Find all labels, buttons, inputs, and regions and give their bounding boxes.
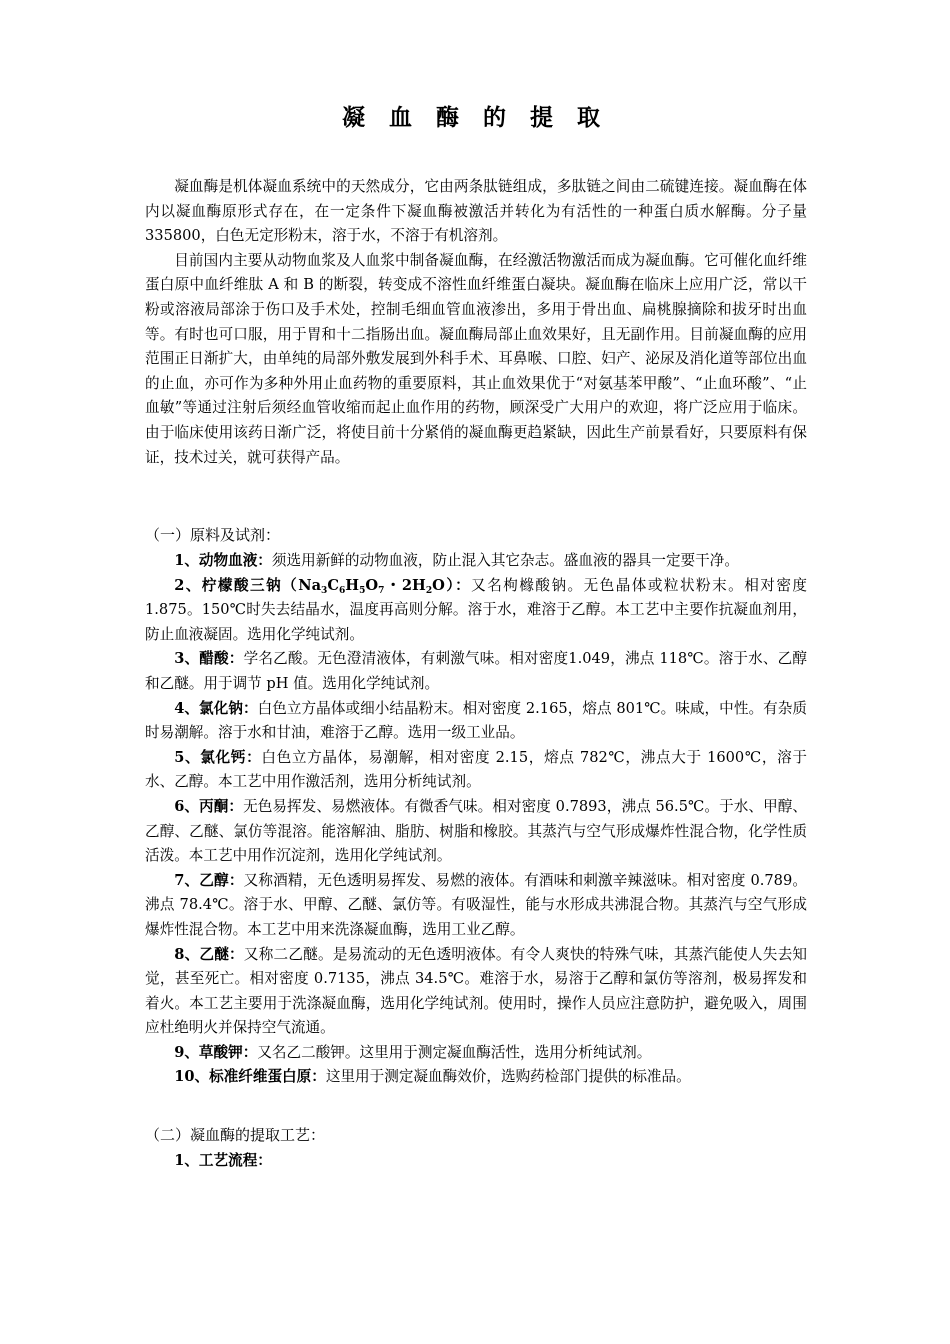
item-text: 白色立方晶体或细小结晶粉末。相对密度 2.165，熔点 801℃。味咸，中性。有杂质时易潮解。溶于水和甘油，难溶于乙醇。选用一级工业品。 [145,699,807,742]
item-label: 6、丙酮： [174,797,244,815]
item-label: 3、醋酸： [174,650,244,668]
item-label: 10、标准纤维蛋白原： [174,1068,326,1086]
item-text: 无色易挥发、易燃液体。有微香气味。相对密度 0.7893，沸点 56.5℃。于水、甲醇、乙醇、乙醚、氯仿等混溶。能溶解油、脂肪、树脂和橡胶。其蒸汽与空气形成爆炸性混合物，化学性质活泼。本工艺中用作沉淀剂，选用化学纯试剂。 [145,797,807,865]
item-label: 8、乙醚： [174,945,244,963]
intro-paragraph-2: 目前国内主要从动物血浆及人血浆中制备凝血酶，在经激活物激活而成为凝血酶。它可催化血纤维蛋白原中血纤维肽 A 和 B 的断裂，转变成不溶性血纤维蛋白凝块。凝血酶在临床上应用广泛，常以干粉或溶液局部涂于伤口及手术处，控制毛细血管血液渗出，多用于骨出血、扁桃腺摘除和拔牙时出血等。有时也可口服，用于胃和十二指肠出血。凝血酶局部止血效果好，且无副作用。目前凝血酶的应用范围正日渐扩大，由单纯的局部外敷发展到外科手术、耳鼻喉、口腔、妇产、泌尿及消化道等部位出血的止血，亦可作为多种外用止血药物的重要原料，其止血效果优于“对氨基苯甲酸”、“止血环酸”、“止血敏”等通过注射后须经血管收缩而起止血作用的药物，顾深受广大用户的欢迎，将广泛应用于临床。由于临床使用该药日渐广泛，将使目前十分紧俏的凝血酶更趋紧缺，因此生产前景看好，只要原料有保证，技术过关，就可获得产品。 [145,251,807,466]
materials-list [145,549,807,1090]
item-text: 又名乙二酸钾。这里用于测定凝血酶活性，选用分析纯试剂。 [257,1043,652,1061]
intro-section [145,175,807,470]
section-heading-process: （二）凝血酶的提取工艺： [145,1126,326,1144]
list-item [145,943,807,1041]
item-text: 又名枸橼酸钠。无色晶体或粒状粉末。相对密度 1.875。150℃时失去结晶水，温度再高则分解。溶于水，难溶于乙醇。本工艺中主要作抗凝血剂用，防止血液凝固。选用化学纯试剂。 [145,576,807,643]
list-item [145,869,807,943]
list-item [145,697,807,746]
item-label: 9、草酸钾： [174,1043,258,1061]
list-item [145,647,807,696]
document-title: 凝 血 酶 的 提 取 [341,105,609,131]
item-text: 白色立方晶体，易潮解，相对密度 2.15，熔点 782℃，沸点大于 1600℃，溶于水、乙醇。本工艺中用作激活剂，选用分析纯试剂。 [145,748,807,791]
item-text: 又称二乙醚。是易流动的无色透明液体。有令人爽快的特殊气味，其蒸汽能使人失去知觉，甚至死亡。相对密度 0.7135，沸点 34.5℃。难溶于水，易溶于乙醇和氯仿等溶剂，极易挥发和着火。本工艺主要用于洗涤凝血酶，选用化学纯试剂。使用时，操作人员应注意防护，避免吸入，周围应杜绝明火并保持空气流通。 [145,945,807,1037]
item-label: 4、氯化钠： [174,699,258,717]
item-text: 学名乙酸。无色澄清液体，有刺激气味。相对密度1.049，沸点 118℃。溶于水、乙醇和乙醚。用于调节 pH 值。选用化学纯试剂。 [145,650,808,692]
item-label: 5、氯化钙： [174,748,262,766]
list-item [145,1041,807,1066]
item-label: 7、乙醇： [174,871,244,889]
item-label: 1、动物血液： [174,552,272,569]
item-text: 这里用于测定凝血酶效价，选购药检部门提供的标准品。 [325,1068,691,1086]
list-item [145,746,807,795]
list-item [145,574,807,648]
section-heading-materials: （一）原料及试剂： [145,526,281,544]
list-item [145,795,807,869]
item-label-formula: 2、柠檬酸三钠（$Na_3C_6H_5O_7$・$2H_2O$）： [174,576,472,596]
process-step-1: 1、工艺流程： [174,1152,272,1169]
list-item [145,549,807,574]
item-text: 须选用新鲜的动物血液，防止混入其它杂志。盛血液的器具一定要干净。 [271,552,739,569]
list-item [145,1065,807,1090]
item-text: 又称酒精，无色透明易挥发、易燃的液体。有酒味和刺激辛辣滋味。相对密度 0.789。沸点 78.4℃。溶于水、甲醇、乙醚、氯仿等。有吸湿性，能与水形成共沸混合物。其蒸汽与空气形成爆炸性混合物。本工艺中用来洗涤凝血酶，选用工业乙醇。 [145,871,808,938]
intro-paragraph-1: 凝血酶是机体凝血系统中的天然成分，它由两条肽链组成，多肽链之间由二硫键连接。凝血酶在体内以凝血酶原形式存在，在一定条件下凝血酶被激活并转化为有活性的一种蛋白质水解酶。分子量 335800，白色无定形粉末，溶于水，不溶于有机溶剂。 [145,178,807,245]
